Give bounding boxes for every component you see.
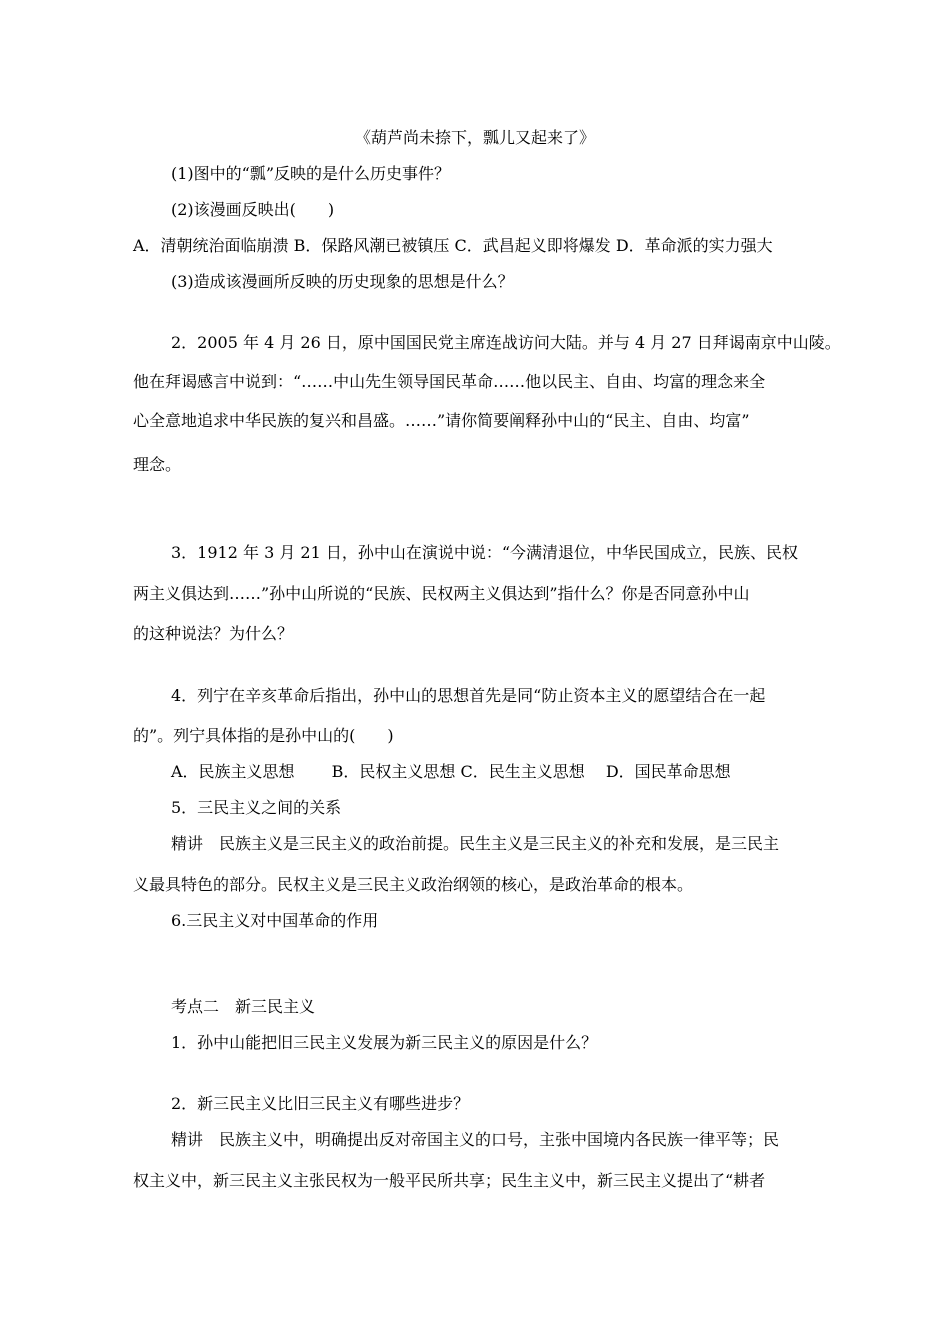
q1-options: A．清朝统治面临崩溃 B．保路风潮已被镇压 C．武昌起义即将爆发 D．革命派的实力强大 xyxy=(133,236,773,255)
q1-sub1: (1)图中的“瓢”反映的是什么历史事件？ xyxy=(171,164,451,183)
q5-explain-line: 义最具特色的部分。民权主义是三民主义政治纲领的核心，是政治革命的根本。 xyxy=(133,875,694,894)
q5-title: 5．三民主义之间的关系 xyxy=(171,798,342,817)
q3-line: 3．1912 年 3 月 21 日，孙中山在演说中说：“今满清退位，中华民国成立，民族、民权 xyxy=(171,543,799,562)
q2-line: 2．2005 年 4 月 26 日，原中国国民党主席连战访问大陆。并与 4 月 27 日拜谒南京中山陵。 xyxy=(171,333,841,352)
section2-explain-line: 权主义中，新三民主义主张民权为一般平民所共享；民生主义中，新三民主义提出了“耕者 xyxy=(133,1171,766,1190)
q4-line: 4．列宁在辛亥革命后指出，孙中山的思想首先是同“防止资本主义的愿望结合在一起 xyxy=(171,686,766,705)
q3-line: 两主义俱达到……”孙中山所说的“民族、民权两主义俱达到”指什么？你是否同意孙中山 xyxy=(133,584,750,603)
q2-line: 理念。 xyxy=(133,455,182,474)
section2-item1: 1．孙中山能把旧三民主义发展为新三民主义的原因是什么？ xyxy=(171,1033,598,1052)
cartoon-caption: 《葫芦尚未捺下，瓢儿又起来了》 xyxy=(354,128,595,147)
q6-title: 6.三民主义对中国革命的作用 xyxy=(171,911,379,930)
q2-line: 心全意地追求中华民族的复兴和昌盛。……”请你简要阐释孙中山的“民主、自由、均富” xyxy=(133,411,750,430)
q1-sub2: (2)该漫画反映出( ) xyxy=(171,200,335,219)
section2-explain-line: 精讲 民族主义中，明确提出反对帝国主义的口号，主张中国境内各民族一律平等；民 xyxy=(171,1130,780,1149)
q5-explain-line: 精讲 民族主义是三民主义的政治前提。民生主义是三民主义的补充和发展，是三民主 xyxy=(171,834,780,853)
section2-heading: 考点二 新三民主义 xyxy=(171,997,316,1016)
q3-line: 的这种说法？为什么？ xyxy=(133,624,294,643)
q4-options: A．民族主义思想 B．民权主义思想 C．民生主义思想 D．国民革命思想 xyxy=(171,762,731,781)
q2-line: 他在拜谒感言中说到：“……中山先生领导国民革命……他以民主、自由、均富的理念来全 xyxy=(133,372,766,391)
q4-line: 的”。列宁具体指的是孙中山的( ) xyxy=(133,726,394,745)
q1-sub3: (3)造成该漫画所反映的历史现象的思想是什么？ xyxy=(171,272,514,291)
section2-item2: 2．新三民主义比旧三民主义有哪些进步？ xyxy=(171,1094,470,1113)
